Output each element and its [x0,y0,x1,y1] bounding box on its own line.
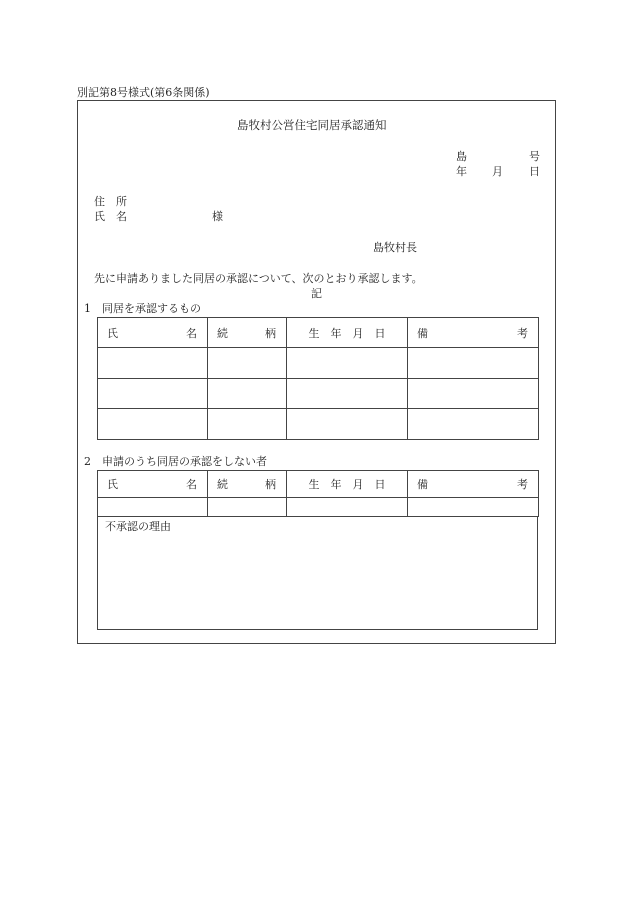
header-remarks: 備 考 [408,471,539,498]
table-header-row [98,318,539,348]
section2-table [97,470,539,517]
birthdate-cell[interactable] [287,348,408,379]
header-birthdate: 生 年 月 日 [287,318,408,348]
name-label: 氏 名 [94,210,127,223]
table-row [98,409,539,440]
name-cell[interactable] [98,498,208,517]
section2-heading: 2 申請のうち同居の承認をしない者 [84,455,267,468]
rejection-reason-label: 不承認の理由 [105,520,171,533]
address-label: 住 所 [94,195,127,208]
date-day: 日 [529,165,540,178]
document-title: 島牧村公営住宅同居承認通知 [237,118,387,132]
ki-label: 記 [311,287,322,300]
relation-cell[interactable] [208,379,287,409]
header-birthdate: 生 年 月 日 [287,471,408,498]
birthdate-cell[interactable] [287,409,408,440]
rejection-reason-box[interactable] [97,516,538,630]
section1-table [97,317,539,440]
remarks-cell[interactable] [408,498,539,517]
header-relation: 続 柄 [208,471,287,498]
table-row [98,498,539,517]
date-month: 月 [492,165,503,178]
name-cell[interactable] [98,409,208,440]
header-remarks: 備 考 [408,318,539,348]
section1-heading: 1 同居を承認するもの [84,302,201,315]
date-year: 年 [456,165,467,178]
relation-cell[interactable] [208,409,287,440]
header-name: 氏 名 [98,318,208,348]
number-suffix: 号 [529,150,540,163]
honorific: 様 [212,210,223,223]
header-name: 氏 名 [98,471,208,498]
relation-cell[interactable] [208,348,287,379]
name-cell[interactable] [98,379,208,409]
table-row [98,379,539,409]
relation-cell[interactable] [208,498,287,517]
table-header-row [98,471,539,498]
remarks-cell[interactable] [408,348,539,379]
remarks-cell[interactable] [408,409,539,440]
body-text: 先に申請ありました同居の承認について、次のとおり承認します。 [94,272,423,285]
header-relation: 続 柄 [208,318,287,348]
table-row [98,348,539,379]
issuer: 島牧村長 [373,241,417,254]
birthdate-cell[interactable] [287,498,408,517]
name-cell[interactable] [98,348,208,379]
remarks-cell[interactable] [408,379,539,409]
birthdate-cell[interactable] [287,379,408,409]
number-prefix: 島 [456,150,467,163]
form-reference: 別記第8号様式(第6条関係) [77,86,210,99]
